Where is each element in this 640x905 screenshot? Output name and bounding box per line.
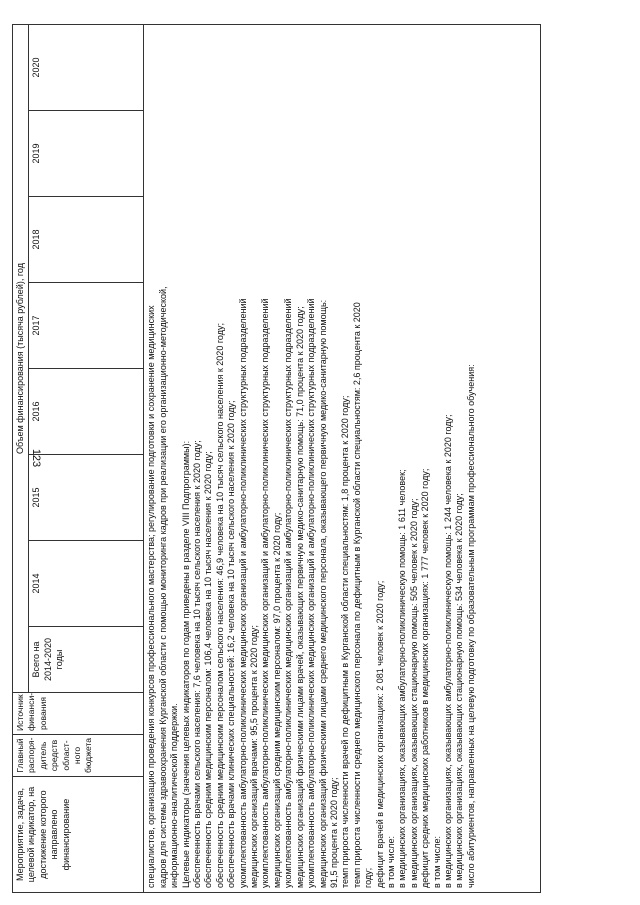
body-line: в медицинских организациях, оказывающих амбулаторно-поликлиническую помощь: 1 611 человек; — [397, 469, 408, 888]
body-line: укомплектованность амбулаторно-поликлинических медицинских организаций и амбулаторно-поликлинических структурных подразделений — [260, 298, 271, 888]
header-total: Всего на 2014-2020 годы — [29, 627, 144, 693]
activity-description-cell — [144, 25, 541, 893]
page-number: 123 — [30, 448, 42, 468]
body-line: в медицинских организациях, оказывающих стационарную помощь: 505 человек к 2020 году; — [408, 498, 419, 888]
body-line: специалистов, организацию проведения конкурсов профессионального мастерства; регулирование подготовки и сохранение медицинских — [146, 305, 157, 888]
body-line: темп прироста численности среднего медицинского персонала по дефицитным в Курганской области специальностям: 2,6 процента к 2020 — [351, 302, 362, 888]
body-line: медицинских организаций физическими лицами среднего медицинского персонала, оказывающего первичную медико-санитарную помощь: — [317, 299, 328, 888]
body-line: медицинских организаций средним медицинским персоналом: 97,0 процента к 2020 году; — [271, 512, 282, 888]
body-line: укомплектованность амбулаторно-поликлинических медицинских организаций и амбулаторно-поликлинических структурных подразделений — [283, 298, 294, 888]
header-manager: Главный распоря-дитель средств област-ного бюджета — [13, 735, 144, 777]
body-line: году; — [363, 867, 374, 888]
rotated-table-container — [12, 25, 524, 893]
header-year-2020: 2020 — [29, 25, 144, 111]
body-line: в том числе: — [385, 836, 396, 888]
body-line: дефицит врачей в медицинских организациях: 2 081 человек к 2020 году; — [374, 580, 385, 888]
header-year-2017: 2017 — [29, 283, 144, 369]
body-line: укомплектованность амбулаторно-поликлинических медицинских организаций и амбулаторно-поликлинических структурных подразделений — [237, 298, 248, 888]
header-year-2015: 2015 — [29, 455, 144, 541]
header-year-2019: 2019 — [29, 111, 144, 197]
header-year-2016: 2016 — [29, 369, 144, 455]
body-line: в медицинских организациях, оказывающих стационарную помощь: 534 человека к 2020 году; — [454, 493, 465, 888]
body-line: медицинских организаций врачами: 95,5 процента к 2020 году; — [249, 625, 260, 888]
body-line: обеспеченность врачами клинических специальностей: 16,2 человека на 10 тысяч сельского населения к 2020 году; — [226, 400, 237, 888]
body-line: число абитуриентов, направленных на целевую подготовку по образовательным программам профессионального обучения: — [465, 364, 476, 888]
body-line: обеспеченность врачами сельского населения: 7,6 человека на 10 тысяч сельского населения к 2020 году; — [192, 440, 203, 888]
header-year-2014: 2014 — [29, 541, 144, 627]
body-line: темп прироста численности врачей по дефицитным в Курганской области специальностям: 1,8 процента к 2020 году; — [340, 395, 351, 888]
body-line: обеспеченность средним медицинским персоналом сельского населения: 46,9 человека на 10 тысяч сельского населения к 2020 году; — [214, 323, 225, 888]
body-line: медицинских организаций физическими лицами врачей, оказывающих первичную медико-санитарную помощь: 71,0 процента к 2020 году; — [294, 306, 305, 888]
header-source: Источник финанси-рования — [13, 693, 144, 735]
header-volume: Объем финансирования (тысяча рублей), год — [13, 25, 29, 693]
body-line: укомплектованность амбулаторно-поликлинических медицинских организаций и амбулаторно-поликлинических структурных подразделений — [306, 298, 317, 888]
body-line: в том числе: — [431, 836, 442, 888]
financing-table — [12, 24, 541, 893]
body-line: в медицинских организациях, оказывающих амбулаторно-поликлиническую помощь: 1 244 человека к 2020 году; — [442, 414, 453, 888]
body-line: кадров для системы здравоохранения Курганской области с помощью мониторинга кадров при реализации его организационно-методической, — [157, 286, 168, 888]
body-line: дефицит средних медицинских работников в медицинских организациях: 1 777 человек к 2020 году; — [420, 468, 431, 888]
body-line: Целевые индикаторы (значения целевых индикаторов по годам приведены в разделе VIII Подпрограммы): — [180, 440, 191, 888]
body-line: обеспеченность средним медицинским персоналом: 106,4 человека на 10 тысяч населения к 2020 году; — [203, 451, 214, 888]
header-activity: Мероприятие, задача, целевой индикатор, на достижение которого направлено финансирование — [13, 777, 144, 893]
header-year-2018: 2018 — [29, 197, 144, 283]
body-line: 91,5 процента к 2020 году; — [328, 777, 339, 888]
body-line: информационно-аналитической поддержки. — [169, 703, 180, 888]
